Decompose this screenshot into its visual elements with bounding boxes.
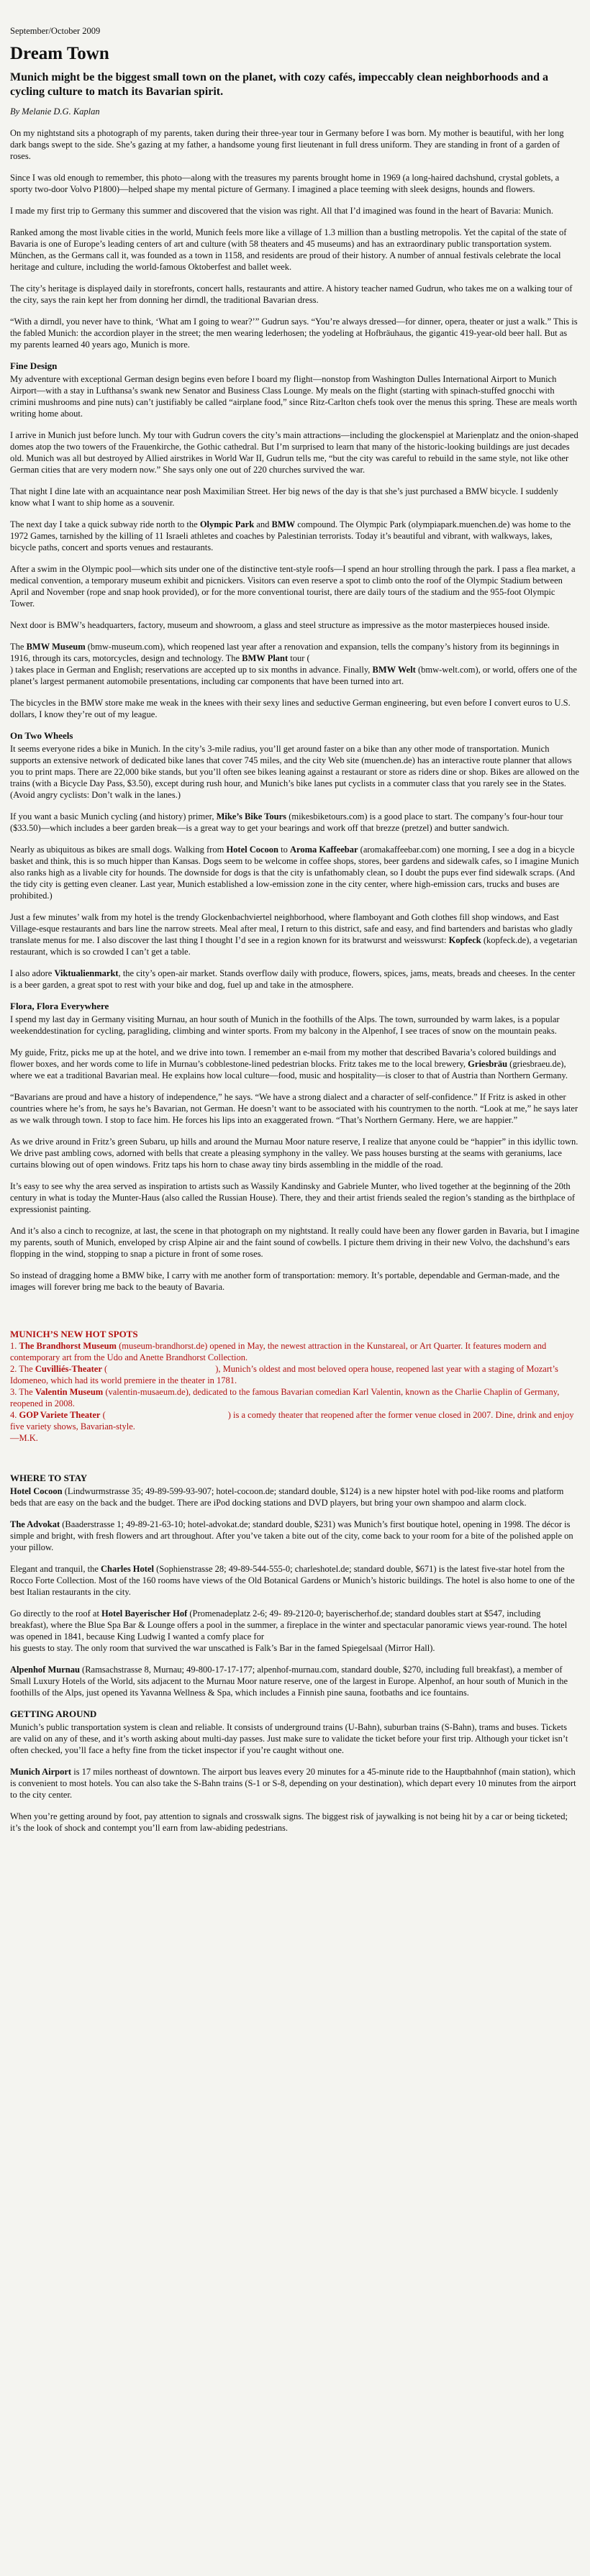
- section-heading-fine-design: Fine Design: [10, 360, 58, 371]
- text-run: The: [10, 642, 27, 652]
- text-run: (museum-brandhorst.de) opened in May, the newest attraction in the Kunstareal, or Art Quarter. It features modern and contemporary art from the Udo and Anette Brandhorst Collection.: [10, 1341, 547, 1362]
- gop-name: GOP Variete Theater: [19, 1410, 101, 1420]
- text-run: (Lindwurmstrasse 35; 49-89-599-93-907; hotel-cocoon.de; standard double, $124) is a new hipster hotel with pod-like rooms and platform beds that are easy on the back and the budget. There are iPod docking stations and DVD players, but bring your own shampoo and alarm clock.: [10, 1486, 564, 1508]
- section-heading-flora: Flora, Flora Everywhere: [10, 1001, 109, 1011]
- paragraph: Munich’s public transportation system is clean and reliable. It consists of underground trains (U-Bahn), suburban trains (S-Bahn), trams and buses. Tickets are valid on any of these, and it’s worth asking about multi-day passes. Just make sure to validate the ticket before your first trip. Although your ticket isn’t often checked, you’ll face a hefty fine from the ticket inspector if you’re caught without one.: [10, 1722, 568, 1755]
- aroma-kaffeebar-name: Aroma Kaffeebar: [290, 845, 358, 855]
- text-run: ), Munich’s oldest and most beloved opera house, reopened last year with a staging of Mozart’s Idomeneo, which had its world premiere in the theater in 1781.: [10, 1364, 558, 1385]
- paragraph: [10, 1563, 580, 1598]
- text-run: and: [254, 519, 272, 529]
- text-run: (: [101, 1364, 108, 1374]
- bmw-name: BMW: [271, 519, 296, 529]
- mikes-bike-tours-name: Mike’s Bike Tours: [216, 811, 287, 822]
- paragraph: [10, 1664, 580, 1698]
- paragraph: My adventure with exceptional German design begins even before I board my flight—nonstop from Washington Dulles International Airport to Munich Airport—with a stay in Lufthansa’s swank new Senator and Business Class Lounge. My meals on the flight (starting with spinach-stuffed gnocchi with crimini mushrooms and pine nuts) can’t justifiably be called “airplane food,” since Ritz-Carlton chefs took over the menus this spring. These are meals worth writing home about.: [10, 374, 577, 419]
- hotspot-item: 1. The Brandhorst Museum (museum-brandhorst.de) opened in May, the newest attraction in the Kunstareal, or Art Quarter. It features modern and contemporary art from the Udo and Anette Brandhorst Collection.: [10, 1341, 547, 1362]
- paragraph: “Bavarians are proud and have a history of independence,” he says. “We have a strong dialect and a character of self-confidence.” If Fritz is asked in other countries where he’s from, he says he’s Bavarian, not German. He doesn’t want to be associated with his countrymen to the north. “Look at me,” he says later as we walk through town. I stop to face him. He forces his lips into an exaggerated frown. “That’s Northern Germany. Here, we are happier.”: [10, 1092, 578, 1125]
- paragraph: [10, 1519, 580, 1553]
- section-heading-two-wheels: On Two Wheels: [10, 730, 73, 741]
- paragraph: [10, 1047, 580, 1081]
- paragraph: I made my first trip to Germany this summer and discovered that the vision was right. All that I’d imagined was found in the heart of Bavaria: Munich.: [10, 206, 554, 216]
- text-run: (Baaderstrasse 1; 49-89-21-63-10; hotel-advokat.de; standard double, $231) was Munich’s first boutique hotel, opening in 1998. The décor is simple and bright, with fresh flowers and art throughout. After you’ve taken a bite out of the city, come back to your room for a bite of the polished apple on your pillow.: [10, 1519, 573, 1552]
- text-run: (Promenadeplatz 2-6; 49- 89-2120-0; bayerischerhof.de; standard doubles start at $547, including breakfast), where the Blue Spa Bar & Lounge offers a pool in the summer, a fireplace in the winter and spectacular panoramic views year-round. The hotel was opened in 1841, because King Ludwig I wanted a comfy place for: [10, 1608, 568, 1642]
- paragraph: “With a dirndl, you never have to think, ‘What am I going to wear?’” Gudrun says. “You’re always dressed—for dinner, opera, theater or just a walk.” This is the fabled Munich: the accordion player in the street; the men wearing lederhosen; the yodeling at Hofbräuhaus, the gigantic 419-year-old beer hall. But as my parents learned 40 years ago, Munich is more.: [10, 317, 578, 350]
- text-run: Just a few minutes’ walk from my hotel is the trendy Glockenbachviertel neighborhood, where flamboyant and Goth clothes fill shop windows, and East Village-esque restaurants and bars line the narrow streets. Meal after meal, I return to this district, safe and easy, and find bartenders and baristas who gladly translate menus for me. I also discover the last thing I thought I’d see in a region known for its bratwurst and weisswurst:: [10, 912, 573, 945]
- hotel-cocoon-name: Hotel Cocoon: [10, 1486, 63, 1496]
- paragraph: As we drive around in Fritz’s green Subaru, up hills and around the Murnau Moor nature reserve, I realize that anyone could be “happier” in this idyllic town. We drive past ambling cows, adorned with bells that create a pleasing symphony in the valley. We pass houses bursting at the seams with geraniums, lace curtains blowing out of open windows. Fritz taps his horn to chase away tiny birds assembling in the middle of the road.: [10, 1137, 578, 1170]
- brandhorst-name: The Brandhorst Museum: [19, 1341, 117, 1351]
- paragraph: It seems everyone rides a bike in Munich. In the city’s 3-mile radius, you’ll get around faster on a bike than any other mode of transportation. Munich supports an extensive network of dedicated bike lanes that cover 745 miles, and the city Web site (muenchen.de) has an interactive route planner that allows you to print maps. There are 22,000 bike stands, but you’ll often see bikes leaning against a restaurant or store as riders dine or shop. Bikes are allowed on the trains (with a Bicycle Day Pass, $3.50), except during rush hour, and Munich’s bike lanes put cyclists in a commuter class that you rarely see in the States. (Avoid angry cyclists: Don’t walk in the lanes.): [10, 744, 579, 800]
- hotel-cocoon-name: Hotel Cocoon: [226, 845, 279, 855]
- paragraph: [10, 911, 580, 957]
- munich-airport-name: Munich Airport: [10, 1767, 72, 1777]
- paragraph: [10, 811, 580, 834]
- text-run: to: [278, 845, 290, 855]
- byline: By Melanie D.G. Kaplan: [10, 106, 100, 117]
- text-run: (bmw-welt.com), or world, offers one of the planet’s largest permanent automobile presentations, including car components that have been turned into art.: [10, 665, 577, 686]
- getting-around-heading: GETTING AROUND: [10, 1708, 97, 1719]
- text-run: If you want a basic Munich cycling (and history) primer,: [10, 811, 217, 822]
- paragraph: [10, 844, 580, 901]
- text-run: (griesbraeu.de), where we eat a traditional Bavarian meal. He explains how local culture—food, music and hospitality—is closer to that of Austria than Northern Germany.: [10, 1059, 568, 1080]
- paragraph: I arrive in Munich just before lunch. My tour with Gudrun covers the city’s main attractions—including the glockenspiel at Marienplatz and the onion-shaped domes atop the two towers of the Frauenkirche, the Gothic cathedral. But I’m surprised to learn that many of the historic-looking buildings are just decades old. Munich was all but destroyed by Allied airstrikes in World War II, Gudrun tells me, “but the city was careful to rebuild in the same style, not like other German cities that are very modern now.” She says only one out of 220 churches survived the war.: [10, 430, 578, 475]
- dateline: September/October 2009: [10, 26, 101, 36]
- viktualienmarkt-name: Viktualienmarkt: [54, 968, 119, 978]
- text-run: (mikesbiketours.com) is a good place to start. The company’s four-hour tour ($33.50)—which includes a beer garden break—is a great way to get your bearings and work off that brezze (pretzel) and butter sandwich.: [10, 811, 563, 833]
- bmw-museum-name: BMW Museum: [26, 642, 86, 652]
- text-run: is 17 miles northeast of downtown. The airport bus leaves every 20 minutes for a 45-minute ride to the Hauptbahnhof (main station), which is convenient to most hotels. You can also take the S-Bahn trains (S-1 or S-8, depending on your destination), which depart every 10 minutes from the airport to the city center.: [10, 1767, 576, 1800]
- paragraph: That night I dine late with an acquaintance near posh Maximilian Street. Her big news of the day is that she’s just purchased a BMW bicycle. I suddenly know what I want to ship home as a souvenir.: [10, 486, 558, 508]
- text-run: Go directly to the roof at: [10, 1608, 102, 1619]
- paragraph: [10, 1766, 580, 1801]
- text-run: (kopfeck.de), a vegetarian restaurant, which is so crowded I can’t get a table.: [10, 935, 578, 957]
- text-run: My guide, Fritz, picks me up at the hotel, and we drive into town. I remember an e-mail from my mother that described Bavaria’s colored buildings and flower boxes, and her words come to life in Murnau’s cobblestone-lined pedestrian blocks. Fritz takes me to the local brewery,: [10, 1047, 556, 1069]
- hotspot-item: 3. The Valentin Museum (valentin-musaeum.de), dedicated to the famous Bavarian comedian Karl Valentin, known as the Charlie Chaplin of Germany, reopened in 2008.: [10, 1387, 560, 1408]
- hotspot-item: 2. The Cuvilliés-Theater ( ), Munich’s oldest and most beloved opera house, reopened last year with a staging of Mozart’s Idomeneo, which had its world premiere in the theater in 1781.: [10, 1364, 558, 1385]
- text-run: I also adore: [10, 968, 55, 978]
- article-page: [0, 26, 590, 1834]
- paragraph: So instead of dragging home a BMW bike, I carry with me another form of transportation: memory. It’s portable, dependable and German-made, and the images will forever bring me back to the beauty of Bavaria.: [10, 1270, 560, 1292]
- article-deck: Munich might be the biggest small town on the planet, with cozy cafés, impeccably clean neighborhoods and a cycling culture to match its Bavarian spirit.: [10, 71, 549, 98]
- hotspots-heading: MUNICH’S NEW HOT SPOTS: [10, 1329, 138, 1339]
- paragraph: [10, 641, 580, 687]
- paragraph: On my nightstand sits a photograph of my parents, taken during their three-year tour in Germany before I was born. My mother is beautiful, with her long dark bangs swept to the side. She’s gazing at my father, a handsome young first lieutenant in full dress uniform. They are standing in front of a garden of roses.: [10, 128, 564, 161]
- text-run: (Sophienstrasse 28; 49-89-544-555-0; charleshotel.de; standard double, $671) is the latest five-star hotel from the Rocco Forte Collection. Most of the 160 rooms have views of the Old Botanical Gardens or Munich’s historic buildings. The hotel is also home to one of the best Italian restaurants in the city.: [10, 1564, 575, 1597]
- kopfeck-name: Kopfeck: [448, 935, 481, 945]
- paragraph: I spend my last day in Germany visiting Murnau, an hour south of Munich in the foothills of the Alps. The town, surrounded by warm lakes, is a popular weekenddestination for cycling, paragliding, climbing and winter sports. From my balcony in the Alpenhof, I see traces of snow on the mountain peaks.: [10, 1014, 560, 1036]
- text-run: (valentin-musaeum.de), dedicated to the famous Bavarian comedian Karl Valentin, known as the Charlie Chaplin of Germany, reopened in 2008.: [10, 1387, 560, 1408]
- bmw-welt-name: BMW Welt: [372, 665, 416, 675]
- olympic-park-name: Olympic Park: [199, 519, 255, 529]
- text-run: (Ramsachstrasse 8, Murnau; 49-800-17-17-177; alpenhof-murnau.com, standard double, $270, including full breakfast), a member of Small Luxury Hotels of the World, sits adjacent to the Murnau Moor nature reserve, one of the largest in Europe. Alpenhof, an hour south of Munich in the foothills of the Alps, just opened its Yavanna Wellness & Spa, which includes a Finnish pine sauna, footbaths and ice fountains.: [10, 1665, 568, 1698]
- paragraph: [10, 519, 580, 553]
- paragraph: Next door is BMW’s headquarters, factory, museum and showroom, a glass and steel structure as impressive as the motor masterpieces housed inside.: [10, 620, 550, 630]
- paragraph: [10, 1608, 580, 1654]
- griesbraeu-name: Griesbräu: [468, 1059, 508, 1069]
- text-run: ) takes place in German and English; reservations are accepted up to six months in advance. Finally,: [10, 665, 373, 675]
- text-run: compound. The Olympic Park (olympiapark.muenchen.de) was home to the 1972 Games, tarnished by the killing of 11 Israeli athletes and coaches by Palestinian terrorists. Today it’s beautiful and vibrant, with walkways, lakes, bicycle paths, concert and sports venues and restaurants.: [10, 519, 571, 552]
- text-run: Elegant and tranquil, the: [10, 1564, 101, 1574]
- signoff: —M.K.: [10, 1433, 38, 1443]
- paragraph: Ranked among the most livable cities in the world, Munich feels more like a village of 1.3 million than a bustling metropolis. Yet the capital of the state of Bavaria is one of Europe’s leading centers of art and culture (with 58 theaters and 45 museums) and has an extraordinary public transportation system. München, as the Germans call it, was founded as a town in 1158, and residents are proud of their history. A number of annual festivals celebrate the local heritage and culture, including the world-famous Oktoberfest and ballet week.: [10, 227, 567, 272]
- text-run: (aromakaffeebar.com) one morning, I see a dog in a bicycle basket and think, this is so much hipper than Kansas. Dogs seem to be welcome in coffee shops, stores, beer gardens and sidewalk cafes, so I imagine Munich also ranks high as a livable city for hounds. The downside for dogs is that the city is unfathomably clean, so I doubt the pups ever find sidewalk scraps. (And the tidy city is getting even cleaner. Last year, Munich established a low-emission zone in the city center, where high-emission cars, trucks and buses are prohibited.): [10, 845, 579, 901]
- charles-hotel-name: Charles Hotel: [101, 1564, 154, 1574]
- bayerischer-hof-name: Hotel Bayerischer Hof: [101, 1608, 188, 1619]
- bmw-plant-name: BMW Plant: [242, 653, 289, 663]
- paragraph: Since I was old enough to remember, this photo—along with the treasures my parents brought home in 1969 (a long-haired dachshund, crystal goblets, a sporty two-door Volvo P1800)—helped shape my mental picture of Germany. I imagined a place teeming with sleek designs, hounds and flowers.: [10, 173, 560, 194]
- valentin-name: Valentin Museum: [35, 1387, 104, 1397]
- text-run: his guests to stay. The only room that survived the war unscathed is Falk’s Bar in the famed Spiegelsaal (Mirror Hall).: [10, 1643, 435, 1653]
- spacer: [10, 1444, 580, 1473]
- text-run: (bmw-museum.com), which reopened last year after a renovation and expansion, tells the company’s history from its beginnings in 1916, through its cars, motorcycles, design and technology. The: [10, 642, 560, 663]
- paragraph: And it’s also a cinch to recognize, at last, the scene in that photograph on my nightstand. It really could have been any flower garden in Bavaria, but I imagine my parents, south of Munich, enveloped by crisp Alpine air and the faint sound of cowbells. I picture them driving in their new Volvo, the dachshund’s ears flopping in the wind, stopping to snap a picture in front of some roses.: [10, 1226, 580, 1259]
- text-run: Nearly as ubiquitous as bikes are small dogs. Walking from: [10, 845, 227, 855]
- paragraph: It’s easy to see why the area served as inspiration to artists such as Wassily Kandinsky and Gabriele Munter, who lived together at the beginning of the 20th century in what is today the Munter-Haus (also called the Russian House). There, they and their artist friends sealed the region’s standing as the birthplace of expressionist painting.: [10, 1181, 576, 1214]
- alpenhof-name: Alpenhof Murnau: [10, 1665, 80, 1675]
- text-run: tour (: [288, 653, 310, 663]
- spacer: [10, 1303, 580, 1329]
- advokat-name: The Advokat: [10, 1519, 60, 1529]
- hotspot-item: 4. GOP Variete Theater ( ) is a comedy theater that reopened after the former venue closed in 2007. Dine, drink and enjoy five variety shows, Bavarian-style.: [10, 1410, 574, 1432]
- paragraph: After a swim in the Olympic pool—which sits under one of the distinctive tent-style roofs—I spend an hour strolling through the park. I pass a flea market, a medical convention, a temporary museum exhibit and picnickers. Visitors can even reserve a spot to climb onto the roof of the Olympic Stadium between April and November (rope and snap hook provided), or for the more conventional tourist, there are daily tours of the stadium and the 955-foot Olympic Tower.: [10, 564, 576, 609]
- hotspots-sidebar: [10, 1329, 580, 1444]
- paragraph: The bicycles in the BMW store make me weak in the knees with their sexy lines and seductive German engineering, but even before I convert euros to U.S. dollars, I know they’re out of my league.: [10, 698, 571, 719]
- text-run: The next day I take a quick subway ride north to the: [10, 519, 200, 529]
- article-title: Dream Town: [10, 44, 109, 63]
- text-run: , the city’s open-air market. Stands overflow daily with produce, flowers, spices, jams, meats, breads and cheeses. In the center is a beer garden, a great spot to rest with your bike and dog, fuel up and take in the atmosphere.: [10, 968, 576, 990]
- text-run: ) is a comedy theater that reopened after the former venue closed in 2007. Dine, drink and enjoy five variety shows, Bavarian-style.: [10, 1410, 574, 1432]
- paragraph: [10, 1485, 580, 1508]
- paragraph: [10, 968, 580, 991]
- where-to-stay-heading: WHERE TO STAY: [10, 1473, 88, 1483]
- cuvillies-name: Cuvilliés-Theater: [35, 1364, 102, 1374]
- text-run: (: [100, 1410, 106, 1420]
- paragraph: The city’s heritage is displayed daily in storefronts, concert halls, restaurants and attire. A history teacher named Gudrun, who takes me on a walking tour of the city, says the rain kept her from donning her dirndl, the traditional Bavarian dress.: [10, 283, 573, 305]
- paragraph: When you’re getting around by foot, pay attention to signals and crosswalk signs. The biggest risk of jaywalking is not being hit by a car or being ticketed; it’s the look of shock and contempt you’ll earn from law-abiding pedestrians.: [10, 1811, 568, 1833]
